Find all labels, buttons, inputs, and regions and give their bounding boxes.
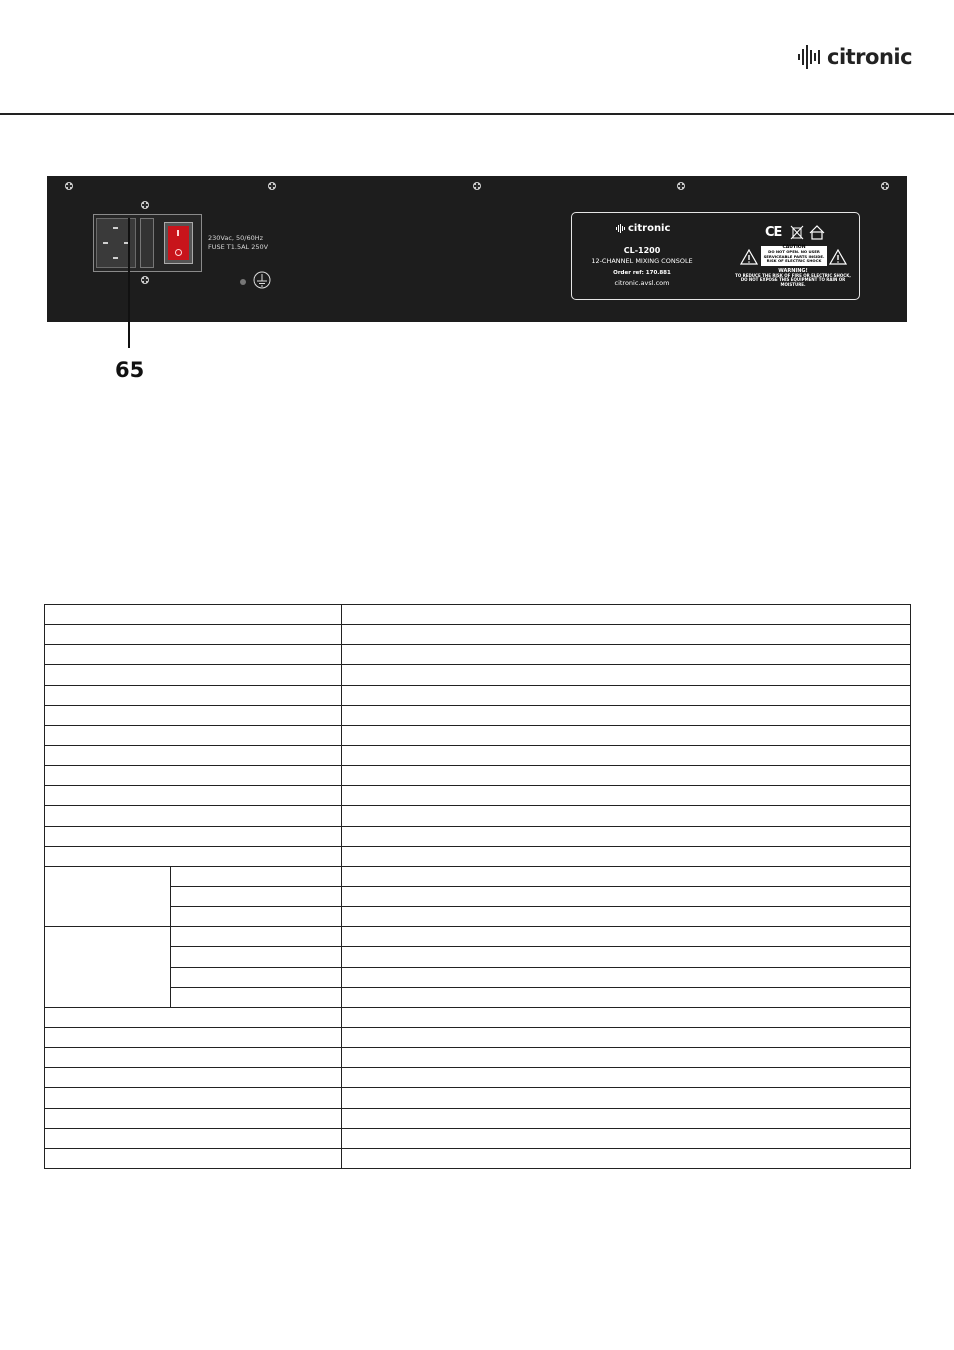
table-row xyxy=(45,625,911,645)
table-value-cell xyxy=(342,665,911,685)
table-value-cell xyxy=(342,625,911,645)
callout-leader-line xyxy=(128,218,130,348)
table-label-cell xyxy=(45,1148,342,1168)
table-label-cell xyxy=(45,1007,342,1027)
table-row xyxy=(45,745,911,765)
table-sublabel-cell xyxy=(171,947,342,967)
table-row xyxy=(45,1148,911,1168)
table-value-cell xyxy=(342,846,911,866)
header-rule xyxy=(0,113,954,115)
table-group-cell xyxy=(45,927,171,1008)
table-label-cell xyxy=(45,1108,342,1128)
table-label-cell xyxy=(45,1027,342,1047)
table-row xyxy=(45,1088,911,1108)
power-rating-line2: FUSE T1.5AL 250V xyxy=(208,243,269,251)
table-row xyxy=(45,1007,911,1027)
table-row xyxy=(45,826,911,846)
table-value-cell xyxy=(342,1007,911,1027)
warning-text: TO REDUCE THE RISK OF FIRE OR ELECTRIC SHOCK, DO NOT EXPOSE THIS EQUIPMENT TO RAIN OR MOISTURE. xyxy=(735,272,851,287)
table-group-cell xyxy=(45,866,171,926)
screw-icon xyxy=(473,182,481,190)
table-value-cell xyxy=(342,605,911,625)
table-value-cell xyxy=(342,645,911,665)
callout-number: 65 xyxy=(115,358,145,382)
table-value-cell xyxy=(342,745,911,765)
table-label-cell xyxy=(45,806,342,826)
table-label-cell xyxy=(45,1068,342,1088)
table-row xyxy=(45,1068,911,1088)
power-rating-text xyxy=(208,234,268,252)
table-row xyxy=(45,1108,911,1128)
table-label-cell xyxy=(45,1048,342,1068)
label-website: citronic.avsl.com xyxy=(614,279,670,287)
warning-title: WARNING! xyxy=(778,268,808,274)
warning-triangle-icon xyxy=(740,249,758,265)
ce-mark-icon: CE xyxy=(765,225,782,240)
table-label-cell xyxy=(45,1128,342,1148)
table-value-cell xyxy=(342,907,911,927)
specification-table xyxy=(44,604,911,1169)
table-value-cell xyxy=(342,1027,911,1047)
screw-icon xyxy=(677,182,685,190)
screw-icon xyxy=(141,276,149,284)
screw-icon xyxy=(141,201,149,209)
table-value-cell xyxy=(342,927,911,947)
table-row xyxy=(45,605,911,625)
table-label-cell xyxy=(45,745,342,765)
compliance-icons xyxy=(790,224,830,240)
table-value-cell xyxy=(342,1048,911,1068)
fuse-holder-icon xyxy=(140,218,154,268)
table-value-cell xyxy=(342,766,911,786)
table-value-cell xyxy=(342,1108,911,1128)
table-sublabel-cell xyxy=(171,927,342,947)
rear-panel-illustration xyxy=(47,176,907,322)
table-label-cell xyxy=(45,665,342,685)
table-row xyxy=(45,866,911,886)
table-row xyxy=(45,645,911,665)
table-value-cell xyxy=(342,786,911,806)
table-row xyxy=(45,766,911,786)
table-row xyxy=(45,665,911,685)
table-value-cell xyxy=(342,947,911,967)
table-label-cell xyxy=(45,705,342,725)
screw-icon xyxy=(268,182,276,190)
caution-title: CAUTION xyxy=(782,245,806,250)
table-value-cell xyxy=(342,866,911,886)
table-row xyxy=(45,846,911,866)
label-order-ref: Order ref: 170.881 xyxy=(613,270,671,276)
table-label-cell xyxy=(45,605,342,625)
label-brand xyxy=(616,223,670,234)
table-value-cell xyxy=(342,725,911,745)
table-value-cell xyxy=(342,705,911,725)
table-label-cell xyxy=(45,685,342,705)
screw-icon xyxy=(881,182,889,190)
warning-block xyxy=(732,269,854,287)
table-row xyxy=(45,685,911,705)
table-row xyxy=(45,947,911,967)
indoor-use-icon xyxy=(810,226,824,239)
table-value-cell xyxy=(342,987,911,1007)
table-value-cell xyxy=(342,1068,911,1088)
table-row xyxy=(45,927,911,947)
table-row xyxy=(45,967,911,987)
table-row xyxy=(45,806,911,826)
table-label-cell xyxy=(45,826,342,846)
table-value-cell xyxy=(342,1128,911,1148)
iec-socket-icon xyxy=(96,218,136,268)
label-brand-text: citronic xyxy=(628,223,671,234)
label-description: 12-CHANNEL MIXING CONSOLE xyxy=(591,257,693,265)
table-row xyxy=(45,886,911,906)
waveform-logo-icon xyxy=(797,44,823,70)
waveform-logo-icon xyxy=(616,224,626,233)
table-label-cell xyxy=(45,1088,342,1108)
table-sublabel-cell xyxy=(171,967,342,987)
table-label-cell xyxy=(45,625,342,645)
table-value-cell xyxy=(342,806,911,826)
brand-logo xyxy=(797,42,912,72)
table-value-cell xyxy=(342,685,911,705)
table-label-cell xyxy=(45,645,342,665)
table-row xyxy=(45,725,911,745)
table-sublabel-cell xyxy=(171,907,342,927)
table-row xyxy=(45,907,911,927)
caution-box xyxy=(761,246,827,266)
power-switch-icon xyxy=(164,222,193,264)
table-row xyxy=(45,786,911,806)
table-row xyxy=(45,1048,911,1068)
table-row xyxy=(45,1027,911,1047)
table-row xyxy=(45,987,911,1007)
table-value-cell xyxy=(342,967,911,987)
weee-bin-icon xyxy=(791,226,803,239)
table-label-cell xyxy=(45,846,342,866)
table-sublabel-cell xyxy=(171,886,342,906)
table-row xyxy=(45,1128,911,1148)
ground-screw-icon xyxy=(240,279,246,285)
caution-text: DO NOT OPEN. NO USER SERVICEABLE PARTS INSIDE. RISK OF ELECTRIC SHOCK xyxy=(763,249,825,264)
table-value-cell xyxy=(342,1148,911,1168)
table-value-cell xyxy=(342,826,911,846)
power-inlet xyxy=(93,214,202,272)
table-value-cell xyxy=(342,1088,911,1108)
warning-triangle-icon xyxy=(829,249,847,265)
product-label xyxy=(571,212,860,300)
table-sublabel-cell xyxy=(171,866,342,886)
table-label-cell xyxy=(45,725,342,745)
label-model: CL-1200 xyxy=(623,246,661,255)
brand-name: citronic xyxy=(827,45,913,69)
screw-icon xyxy=(65,182,73,190)
table-label-cell xyxy=(45,766,342,786)
table-value-cell xyxy=(342,886,911,906)
ground-symbol-icon xyxy=(253,271,271,289)
table-row xyxy=(45,705,911,725)
power-rating-line1: 230Vac, 50/60Hz xyxy=(208,234,264,242)
table-label-cell xyxy=(45,786,342,806)
table-sublabel-cell xyxy=(171,987,342,1007)
